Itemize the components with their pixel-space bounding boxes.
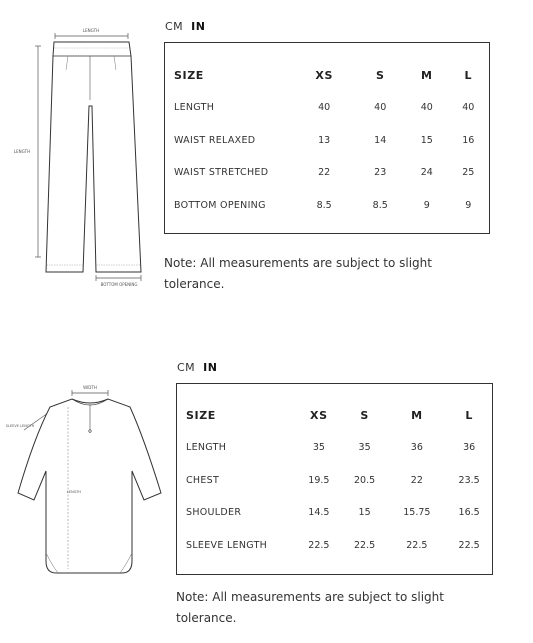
pants-tolerance-note: Note: All measurements are subject to slight tolerance. xyxy=(164,256,432,291)
cell-value: 35 xyxy=(358,442,371,454)
dress-center-label: LENGTH xyxy=(66,490,82,494)
pants-table-header xyxy=(165,59,489,92)
unit-in-option[interactable]: IN xyxy=(191,20,206,33)
header-xs: XS xyxy=(315,68,333,82)
unit-cm-option[interactable]: CM xyxy=(177,361,196,374)
cell-value: 19.5 xyxy=(308,474,330,486)
dress-top-label: WIDTH xyxy=(83,385,97,390)
row-label: WAIST RELAXED xyxy=(174,134,256,146)
cell-value: 23 xyxy=(374,167,387,179)
row-label: BOTTOM OPENING xyxy=(174,199,266,211)
cell-value: 8.5 xyxy=(316,199,332,211)
dress-size-table xyxy=(176,383,493,575)
pants-size-table xyxy=(164,42,490,234)
header-s: S xyxy=(360,408,369,422)
table-row xyxy=(177,497,492,530)
cell-value: 40 xyxy=(420,102,433,114)
row-label: WAIST STRETCHED xyxy=(174,167,269,179)
cell-value: 22.5 xyxy=(308,539,330,551)
header-m: M xyxy=(411,408,423,422)
pants-diagram xyxy=(8,22,158,292)
table-row xyxy=(165,189,489,222)
pants-top-label: LENGTH xyxy=(82,28,100,33)
cell-value: 24 xyxy=(420,167,433,179)
cell-value: 15 xyxy=(358,507,371,519)
cell-value: 36 xyxy=(463,442,476,454)
cell-value: 40 xyxy=(374,102,387,114)
cell-value: 15.75 xyxy=(403,507,431,519)
pants-bottom-label: BOTTOM OPENING xyxy=(100,282,138,287)
header-l: L xyxy=(465,408,473,422)
cell-value: 9 xyxy=(465,199,472,211)
cell-value: 15 xyxy=(420,134,433,146)
cell-value: 40 xyxy=(462,102,475,114)
cell-value: 16.5 xyxy=(458,507,480,519)
table-row xyxy=(177,529,492,562)
header-size: SIZE xyxy=(174,68,204,82)
dress-tolerance-note: Note: All measurements are subject to slight tolerance. xyxy=(176,590,444,625)
pants-side-label: LENGTH xyxy=(13,149,31,154)
row-label: LENGTH xyxy=(186,442,227,454)
cell-value: 36 xyxy=(410,442,423,454)
cell-value: 9 xyxy=(423,199,430,211)
cell-value: 22.5 xyxy=(458,539,480,551)
header-size: SIZE xyxy=(186,408,216,422)
header-s: S xyxy=(375,68,385,82)
cell-value: 16 xyxy=(462,134,475,146)
cell-value: 40 xyxy=(318,102,331,114)
cell-value: 22 xyxy=(318,167,331,179)
cell-value: 35 xyxy=(312,442,325,454)
table-row xyxy=(165,157,489,190)
unit-cm-option[interactable]: CM xyxy=(165,20,184,33)
cell-value: 22.5 xyxy=(406,539,428,551)
dress-side-label: SLEEVE LENGTH xyxy=(6,424,35,428)
row-label: CHEST xyxy=(186,474,220,486)
table-row xyxy=(165,92,489,125)
cell-value: 14.5 xyxy=(308,507,330,519)
header-l: L xyxy=(464,68,473,82)
cell-value: 20.5 xyxy=(354,474,376,486)
cell-value: 8.5 xyxy=(372,199,388,211)
cell-value: 14 xyxy=(374,134,387,146)
table-row xyxy=(177,432,492,465)
dress-unit-toggle xyxy=(177,361,225,374)
row-label: SHOULDER xyxy=(186,507,242,519)
header-m: M xyxy=(421,68,433,82)
header-xs: XS xyxy=(310,408,328,422)
row-label: LENGTH xyxy=(174,102,215,114)
cell-value: 23.5 xyxy=(458,474,480,486)
dress-diagram xyxy=(6,383,170,583)
table-row xyxy=(165,124,489,157)
unit-in-option[interactable]: IN xyxy=(203,361,218,374)
pants-unit-toggle xyxy=(165,20,213,33)
cell-value: 13 xyxy=(318,134,331,146)
cell-value: 22.5 xyxy=(354,539,376,551)
cell-value: 22 xyxy=(410,474,423,486)
cell-value: 25 xyxy=(462,167,475,179)
dress-table-header xyxy=(177,399,492,432)
row-label: SLEEVE LENGTH xyxy=(186,539,268,551)
table-row xyxy=(177,464,492,497)
